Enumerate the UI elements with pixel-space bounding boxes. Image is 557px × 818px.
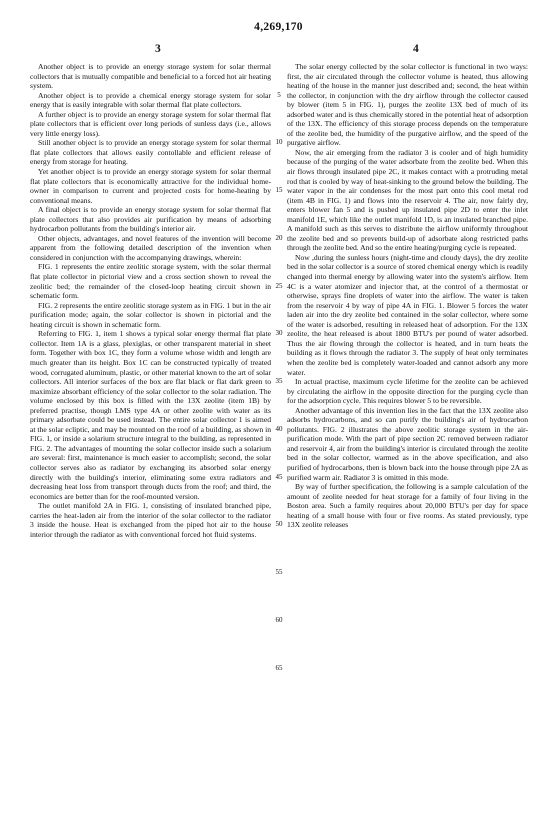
- patent-number: 4,269,170: [254, 21, 303, 33]
- right-text-column: [287, 62, 528, 530]
- paragraph: Yet another object is to provide an energy storage system for solar thermal flat plate collectors that is economically attractive for the individual home-owner in comparison to current and projected costs for home-heating by conventional means.: [30, 167, 271, 205]
- paragraph: A final object is to provide an energy storage system for solar thermal flat plate collectors that also provides air purification by means of adsorbing hydrocarbon pollutants from the building's interior air.: [30, 205, 271, 234]
- left-column-number: 3: [155, 43, 161, 55]
- line-number: 30: [275, 329, 283, 338]
- line-number: 45: [275, 472, 283, 481]
- paragraph: The outlet manifold 2A in FIG. 1, consisting of insulated branched pipe, carries the heat-laden air from the interior of the solar collector to the radiator 3 inside the house. Heat is exchanged from the piped hot air to the house interior through the radiator as with conventional forced hot fluid systems.: [30, 501, 271, 539]
- line-number: 65: [275, 663, 283, 672]
- paragraph: By way of further specification, the following is a sample calculation of the amount of zeolite needed for heat storage for a family of four living in the Boston area. Such a family requires about 20,000 BTU's per day for space heating of a small house with four or five rooms. As stated previously, type 13X zeolite releases: [287, 482, 528, 530]
- paragraph: Another advantage of this invention lies in the fact that the 13X zeolite also adsorbs hydrocarbons, and so can purify the building's air of hydrocarbon pollutants. FIG. 2 illustrates the above zeolitic storage system in the air-purification mode. With the part of pipe section 2C removed between radiator and reservoir 4, air from the building's interior is circulated through the zeolite bed in the solar collector, warmed as in the above specification, and also purified of hydrocarbons, then is blown back into the house through pipe 2A as purified warm air. Radiator 3 is omitted in this mode.: [287, 405, 528, 482]
- paragraph: Another object is to provide an energy storage system for solar thermal collectors that is mutually compatible and beneficial to a forced hot air heating system.: [30, 62, 271, 91]
- paragraph: In actual practise, maximum cycle lifetime for the zeolite can be achieved by circulating the airflow in the opposite direction for the purging cycle than for the adsorption cycle. This requires blower 5 to be reversible.: [287, 377, 528, 406]
- line-number: 50: [275, 520, 283, 529]
- paragraph: The solar energy collected by the solar collector is functional in two ways: first, the air circulated through the collector volume is heated, thus allowing heating of the house in the manner just described and; second, the heat within the collector, in conjunction with the dry airflow through the collector caused by blower (item 5 in FIG. 1), purges the zeolite 13X bed of much of its adsorbed water and is thus chemically stored in the potential heat of adsorption of the 13X. The efficiency of this storage process depends on the temperature of the zeolite bed, the humidity of the purgative airflow, and the speed of the purgative airflow.: [287, 62, 528, 148]
- line-number: 5: [277, 90, 281, 99]
- line-number: 15: [275, 186, 283, 195]
- paragraph: FIG. 2 represents the entire zeolitic storage system as in FIG. 1 but in the air purification mode; again, the solar collector is shown in pictorial and the heating circuit is shown in schematic form.: [30, 300, 271, 329]
- line-number: 40: [275, 424, 283, 433]
- paragraph: Referring to FIG. 1, item 1 shows a typical solar energy thermal flat plate collector. Item 1A is a glass, plexiglas, or other transparent material in sheet form. Together with box 1C, they form a volume whose width and length are much greater than its height. Box 1C can be constructed typically of treated wood, corrugated aluminum, plastic, or other material known to the art of solar collectors. All interior surfaces of the box are flat black or flat dark green to maximize absorbant efficiency of the solar collector to the solar radiation. The volume enclosed by this box is filled with the 13X zeolite (item 1B) by preferred practise, though LMS type 4A or other zeolite with water as its primary adsorbate could be used instead. The entire solar collector 1 is aimed at the solar ecliptic, and may be mounted on the roof of a building, as shown in FIG. 1, or inside a solarium structure integral to the building, as represented in FIG. 2. The advantages of mounting the solar collector inside such a solarium are several: first, maintenance is much easier to accomplish; second, the solar collector serves also as radiator by exchanging its absorbed solar energy directly with the building's interior, eliminating some extra radiators and decreasing heat loss from transport through ducts from the roof; and third, the economics are better than for the roof-mounted version.: [30, 329, 271, 501]
- line-number: 10: [275, 138, 283, 147]
- line-number: 60: [275, 615, 283, 624]
- paragraph: FIG. 1 represents the entire zeolitic storage system, with the solar thermal flat plate collector in pictorial view and a cross section shown to reveal the zeolitic bed; the remainder of the closed-loop heating circuit shown in schematic form.: [30, 262, 271, 301]
- paragraph: Now ,during the sunless hours (night-time and cloudy days), the dry zeolite bed in the solar collector is a source of stored chemical energy which is readily changed into thermal energy by allowing water into the system's airflow. Item 4C is a water atomizer and injector that, at the control of a thermostat or otherwise, sprays fine droplets of water into the airflow. The water is taken from the reservoir 4 by way of pipe 4A in FIG. 1. Blower 5 forces the water laden air into the dry zeolite bed contained in the solar collector, where some of the water is adsorbed, resulting in released heat of adsorption. For the 13X zeolite, the heat released is about 1800 BTU's per pound of water adsorbed. Thus the air flowing through the collector is heated, and in turn heats the building as it flows through the radiator 3. The supply of heat only terminates when the zeolite bed is completely water-loaded and cannot adsorb any more water.: [287, 252, 528, 377]
- right-column-number: 4: [413, 43, 419, 55]
- line-number: 25: [275, 281, 283, 290]
- line-number: 55: [275, 568, 283, 577]
- line-number: 35: [275, 377, 283, 386]
- paragraph: Now, the air emerging from the radiator 3 is cooler and of high humidity because of the purging of the water adsorbate from the zeolite bed. When this air flows through insulated pipe 2C, it makes contact with a protruding metal rod that is cooled by way of heat-sinking to the ground below the building. The water vapor in the air condenses for the most part onto this cool metal rod (item 4B in FIG. 1) and flows into the reservoir 4. The air, now fairly dry, enters blower fan 5 and is pushed up insulated pipe 2D to enter the inlet manifold 1E, which like the outlet manifold 1D, is an insulated branched pipe. A manifold such as this serves to distribute the airflow uniformly throughout the zeolite bed and so prevents build-up of adsorbate along restricted paths through the zeolite bed. And so the entire heating/purging cycle is repeated.: [287, 147, 528, 253]
- paragraph: Other objects, advantages, and novel features of the invention will become apparent from the following detailed description of the invention when considered in conjunction with the accompanying drawings, wherein:: [30, 233, 271, 262]
- paragraph: A further object is to provide an energy storage system for solar thermal flat plate collectors that is efficient over long periods of sunless days (i.e., allows very little energy loss).: [30, 109, 271, 138]
- line-number: 20: [275, 233, 283, 242]
- paragraph: Still another object is to provide an energy storage system for solar thermal flat plate collectors that allows easily contollable and efficient release of energy from storage for heating.: [30, 138, 271, 167]
- left-text-column: [30, 62, 271, 539]
- paragraph: Another object is to provide a chemical energy storage system for solar energy that is easily integrable with solar thermal flat plate collectors.: [30, 90, 271, 110]
